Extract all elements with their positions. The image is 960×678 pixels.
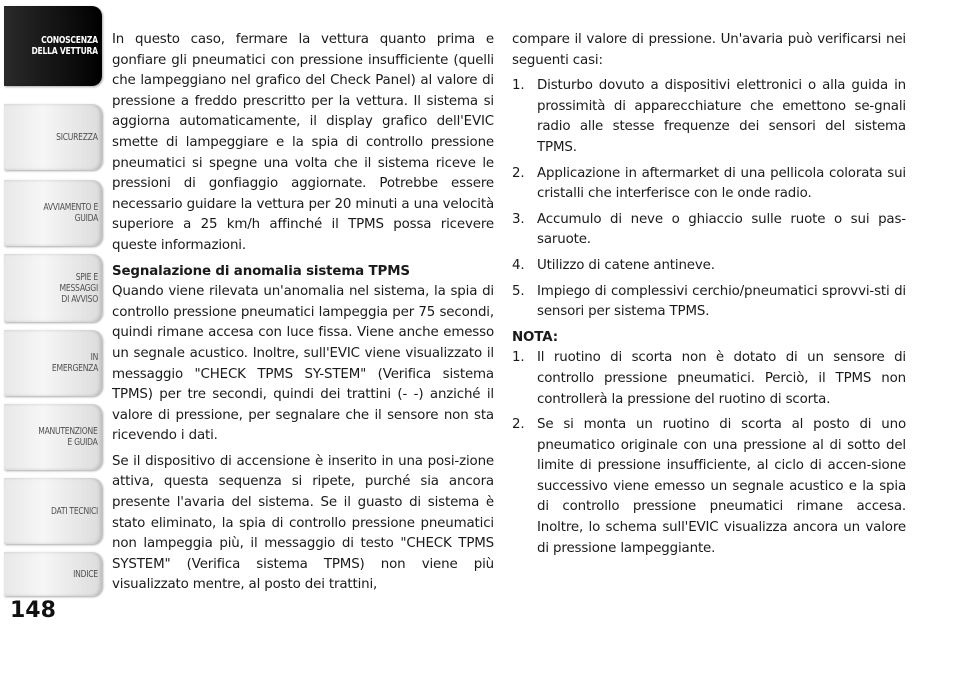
tab-spie-messaggi[interactable] (4, 254, 102, 322)
list-number: 3. (512, 211, 525, 227)
list-item (512, 282, 906, 323)
left-column (112, 30, 494, 601)
notes-list (512, 348, 906, 559)
list-text: Accumulo di neve o ghiaccio sulle ruote o sui pas-saruote. (537, 211, 906, 248)
section-heading: Segnalazione di anomalia sistema TPMS (112, 263, 410, 279)
paragraph: compare il valore di pressione. Un'avaria può verificarsi nei seguenti casi: (512, 32, 906, 68)
tab-sicurezza[interactable] (4, 104, 102, 170)
tab-manutenzione[interactable] (4, 404, 102, 470)
causes-list (512, 76, 906, 323)
tab-label: INDICE (72, 568, 98, 580)
tab-label: CONOSCENZA DELLA VETTURA (31, 35, 98, 57)
list-text: Il ruotino di scorta non è dotato di un sensore di controllo pressione pneumatici. Perciò, il TPMS non controllerà la pressione del ruotino di scorta. (537, 350, 906, 407)
list-number: 2. (512, 165, 525, 181)
tab-dati-tecnici[interactable] (4, 478, 102, 544)
paragraph: Quando viene rilevata un'anomalia nel sistema, la spia di controllo pressione pneumatici lampeggia per 75 secondi, quindi rimane accesa con luce fissa. Viene anche emesso un segnale acustico. Inoltre, sull'EVIC viene visualizzato il messaggio "CHECK TPMS SY-STEM" (Verifica sistema TPMS) per tre secondi, quindi dei trattini (- -) anziché il valore di pressione, per segnalare che il sensore non sta ricevendo i dati. (112, 284, 494, 444)
list-item (512, 348, 906, 410)
list-number: 2. (512, 417, 525, 433)
list-number: 1. (512, 78, 525, 94)
paragraph: Se il dispositivo di accensione è inserito in una posi-zione attiva, questa sequenza si ripete, purché sia ancora presente l'avaria del sistema. Se il guasto di sistema è stato eliminato, la spia di controllo pressione pneumatici non lampeggia più, il messaggio di testo "CHECK TPMS SYSTEM" (Verifica sistema TPMS) non viene più visualizzato mentre, al posto dei trattini, (112, 453, 494, 593)
nota-heading: NOTA: (512, 329, 558, 345)
list-item (512, 210, 906, 251)
tab-label: IN EMERGENZA (51, 352, 98, 374)
paragraph: In questo caso, fermare la vettura quanto prima e gonfiare gli pneumatici con pressione insufficiente (quelli che lampeggiano nel grafico del Check Panel) al valore di pressione a freddo prescritto per la vettura. Il sistema si aggiorna automaticamente, il display grafico dell'EVIC smette di lampeggiare e la spia di controllo pressione pneumatici si spegne una volta che il sistema riceve le pressioni di gonfiaggio aggiornate. Potrebbe essere necessario guidare la vettura per 20 minuti a una velocità superiore a 25 km/h affinché il TPMS possa ricevere queste informazioni. (112, 32, 494, 253)
list-text: Impiego di complessivi cerchio/pneumatici sprovvi-sti di sensori per sistema TPMS. (537, 283, 906, 320)
tab-label: MANUTENZIONE E GUIDA (38, 426, 98, 448)
tab-indice[interactable] (4, 552, 102, 596)
list-number: 5. (512, 283, 525, 299)
tab-label: SPIE E MESSAGGI DI AVVISO (59, 271, 98, 305)
list-number: 1. (512, 350, 525, 366)
list-text: Se si monta un ruotino di scorta al posto di uno pneumatico originale con una pressione al di sotto del limite di pressione insufficiente, al ciclo di accen-sione successivo viene emesso un segnale acustico e la spia di controllo pressione pneumatici rimane accesa. Inoltre, lo schema sull'EVIC visualizza ancora un valore di pressione lampeggiante. (537, 417, 906, 556)
tab-in-emergenza[interactable] (4, 330, 102, 396)
chapter-tabs (0, 0, 103, 678)
list-number: 4. (512, 257, 525, 273)
tab-label: DATI TECNICI (50, 505, 98, 517)
list-item (512, 415, 906, 559)
list-text: Applicazione in aftermarket di una pellicola colorata sui cristalli che interferisce con le onde radio. (537, 165, 906, 202)
list-text: Disturbo dovuto a dispositivi elettronici o alla guida in prossimità di apparecchiature che emettono se-gnali radio alle stesse frequenze dei sensori del sistema TPMS. (537, 78, 906, 155)
right-column (512, 30, 906, 564)
tab-label: AVVIAMENTO E GUIDA (43, 202, 98, 224)
list-item (512, 76, 906, 158)
list-item (512, 256, 906, 277)
tab-avviamento-guida[interactable] (4, 180, 102, 246)
page-number: 148 (10, 598, 56, 623)
tab-label: SICUREZZA (56, 131, 98, 143)
list-text: Utilizzo di catene antineve. (537, 257, 715, 273)
list-item (512, 164, 906, 205)
tab-conoscenza-vettura[interactable] (4, 6, 102, 86)
